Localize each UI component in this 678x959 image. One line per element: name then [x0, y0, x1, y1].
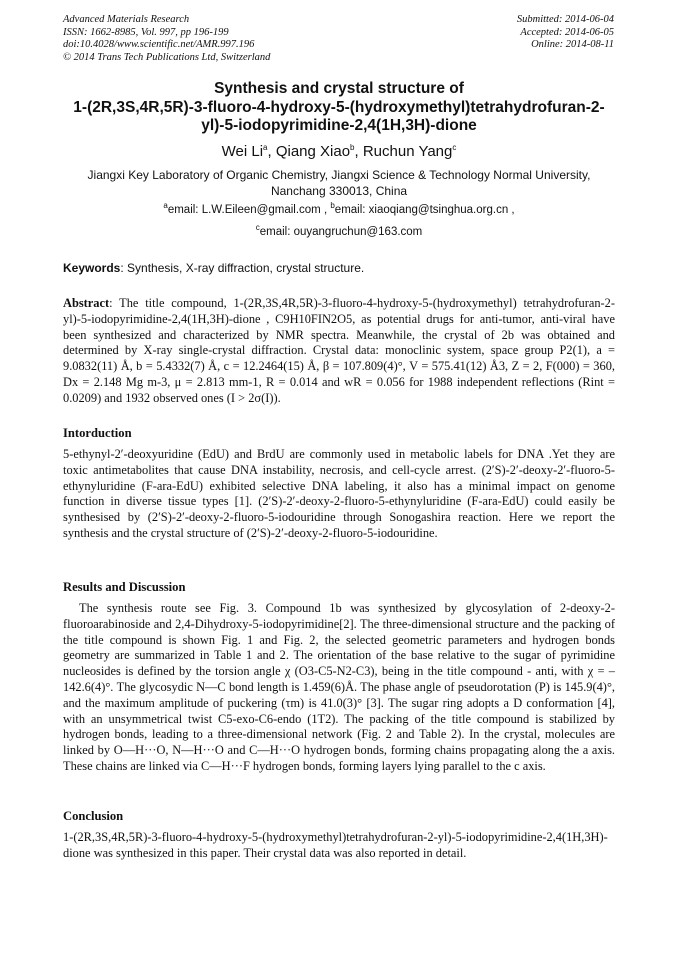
abstract [63, 296, 615, 407]
keywords-label: Keywords [63, 261, 121, 275]
journal-header-right [517, 14, 614, 52]
journal-issn: ISSN: 1662-8985, Vol. 997, pp 196-199 [63, 26, 229, 38]
section-heading-conclusion: Conclusion [63, 809, 124, 823]
keywords-text: : Synthesis, X-ray diffraction, crystal structure. [120, 261, 365, 275]
author-affil-mark: b [350, 143, 355, 152]
email-address[interactable]: email: ouyangruchun@163.com [259, 226, 423, 238]
affiliation: Jiangxi Key Laboratory of Organic Chemistry, Jiangxi Science & Technology Normal University, Nanchang 330013, China [87, 168, 591, 198]
author-name: Qiang Xiao [275, 143, 351, 160]
section-heading-introduction: Intorduction [63, 426, 132, 440]
author-name: Wei Li [221, 143, 264, 160]
title-line-3: yl)-5-iodopyrimidine-2,4(1H,3H)-dione [201, 117, 477, 134]
email-mark: c [255, 223, 260, 233]
author-affil-mark: a [263, 143, 268, 152]
journal-header-left [63, 14, 270, 64]
title-line-2: 1-(2R,3S,4R,5R)-3-fluoro-4-hydroxy-5-(hydroxymethyl)tetrahydrofuran-2- [73, 98, 605, 116]
introduction-text: 5-ethynyl-2′-deoxyuridine (EdU) and BrdU are commonly used in metabolic labels for DNA .Yet they are toxic antimetabolites that cause DNA instability, necrosis, and cell-cycle arrest. (2′S)-2′-deoxy-2′-fluoro-5-ethynyluridine (F-ara-EdU) exhibited selective DNA labeling, it also has a minimal impact on genome function in diverse tissue types [1]. (2′S)-2′-deoxy-2-fluoro-5-ethynyluridine (F-ara-EdU) could easily be synthesised by (2′S)-2′-deoxy-2-fluoro-5-iodouridine through Sonogashira reaction. Here we report the synthesis and the crystal structure of (2′S)-2′-deoxy-2-fluoro-5-iodouridine. [63, 447, 615, 540]
email-mark: b [330, 201, 335, 211]
author-list: Wei Li$^a$, Qiang Xiao$^b$, Ruchun Yang$^c$ [221, 143, 457, 160]
email-address[interactable]: email: L.W.Eileen@gmail.com , [167, 204, 328, 216]
abstract-text: : The title compound, 1-(2R,3S,4R,5R)-3-fluoro-4-hydroxy-5-(hydroxymethyl) tetrahydrofuran-2-yl)-5-iodopyrimidine-2,4(1H,3H)-dione , C9H10FIN2O5, as potential drugs for anti-tumor, anti-viral have been synthesized and characterized by NMR spectra. Meanwhile, the crystal of 2b was obtained and determined by X-ray single-crystal diffraction. Crystal data: monoclinic system, space group P2(1), a = 9.0832(11) Å, b = 5.4332(7) Å, c = 12.2464(15) Å, β = 107.809(4)°, V = 575.41(12) Å3, Z = 2, F(000) = 360, Dx = 2.148 Mg m-3, μ = 2.813 mm-1, R = 0.014 and wR = 0.056 for 1988 independent reflections (Rint = 0.0209) and 1932 observed ones (I > 2σ(I)). [63, 296, 615, 405]
paper-title [60, 80, 618, 136]
accepted-date: Accepted: 2014-06-05 [520, 26, 614, 38]
author-affil-mark: c [452, 143, 457, 152]
email-address[interactable]: email: xiaoqiang@tsinghua.org.cn , [334, 204, 515, 216]
section-heading-results: Results and Discussion [63, 580, 186, 594]
journal-doi: doi:10.4028/www.scientific.net/AMR.997.196 [63, 39, 255, 51]
author-name: Ruchun Yang [362, 143, 453, 160]
keywords [63, 261, 618, 275]
email-line-2 [60, 223, 618, 238]
journal-name: Advanced Materials Research [63, 14, 190, 25]
email-line-1 [60, 201, 618, 216]
abstract-label: Abstract [63, 296, 110, 310]
submitted-date: Submitted: 2014-06-04 [516, 14, 614, 25]
results-text: The synthesis route see Fig. 3. Compound 1b was synthesized by glycosylation of 2-deoxy-2-fluoroarabinoside and 2,4-Dihydroxy-5-iodopyrimidine[2]. The three-dimensional structure and the packing of the title compound is shown Fig. 1 and Fig. 2, the selected geometric parameters and hydrogen bonds geometry are summarized in Table 1 and 2. The orientation of the base relative to the sugar of pyrimidine nucleosides is defined by the torsion angle χ (O3-C5-N2-C3), being in the title compound - anti, with χ = –142.6(4)°. The glycosydic N—C bond length is 1.459(6)Å. The phase angle of pseudorotation (P) is 145.9(4)°, and the maximum amplitude of puckering (τm) is 41.0(3)° [3]. The sugar ring adopts a D conformation [4], with an unsymmetrical twist C5-exo-C6-endo (1T2). The packing of the title compound is stabilized by hydrogen bonds, leading to a three-dimensional network (Fig. 2 and Table 2). In the crystal, molecules are linked by O—H···O, N—H···O and C—H···O hydrogen bonds, forming chains propagating along the a axis. These chains are linked via C—H···F hydrogen bonds, forming layers lying parallel to the c axis. [63, 601, 615, 773]
title-line-1: Synthesis and crystal structure of [214, 80, 464, 97]
journal-copyright: © 2014 Trans Tech Publications Ltd, Switzerland [63, 51, 271, 63]
email-mark: a [163, 201, 168, 211]
conclusion-text: 1-(2R,3S,4R,5R)-3-fluoro-4-hydroxy-5-(hydroxymethyl)tetrahydrofuran-2-yl)-5-iodopyrimidine-2,4(1H,3H)-dione was synthesized in this paper. Their crystal data was also reported in detail. [63, 830, 608, 860]
online-date: Online: 2014-08-11 [531, 39, 614, 51]
